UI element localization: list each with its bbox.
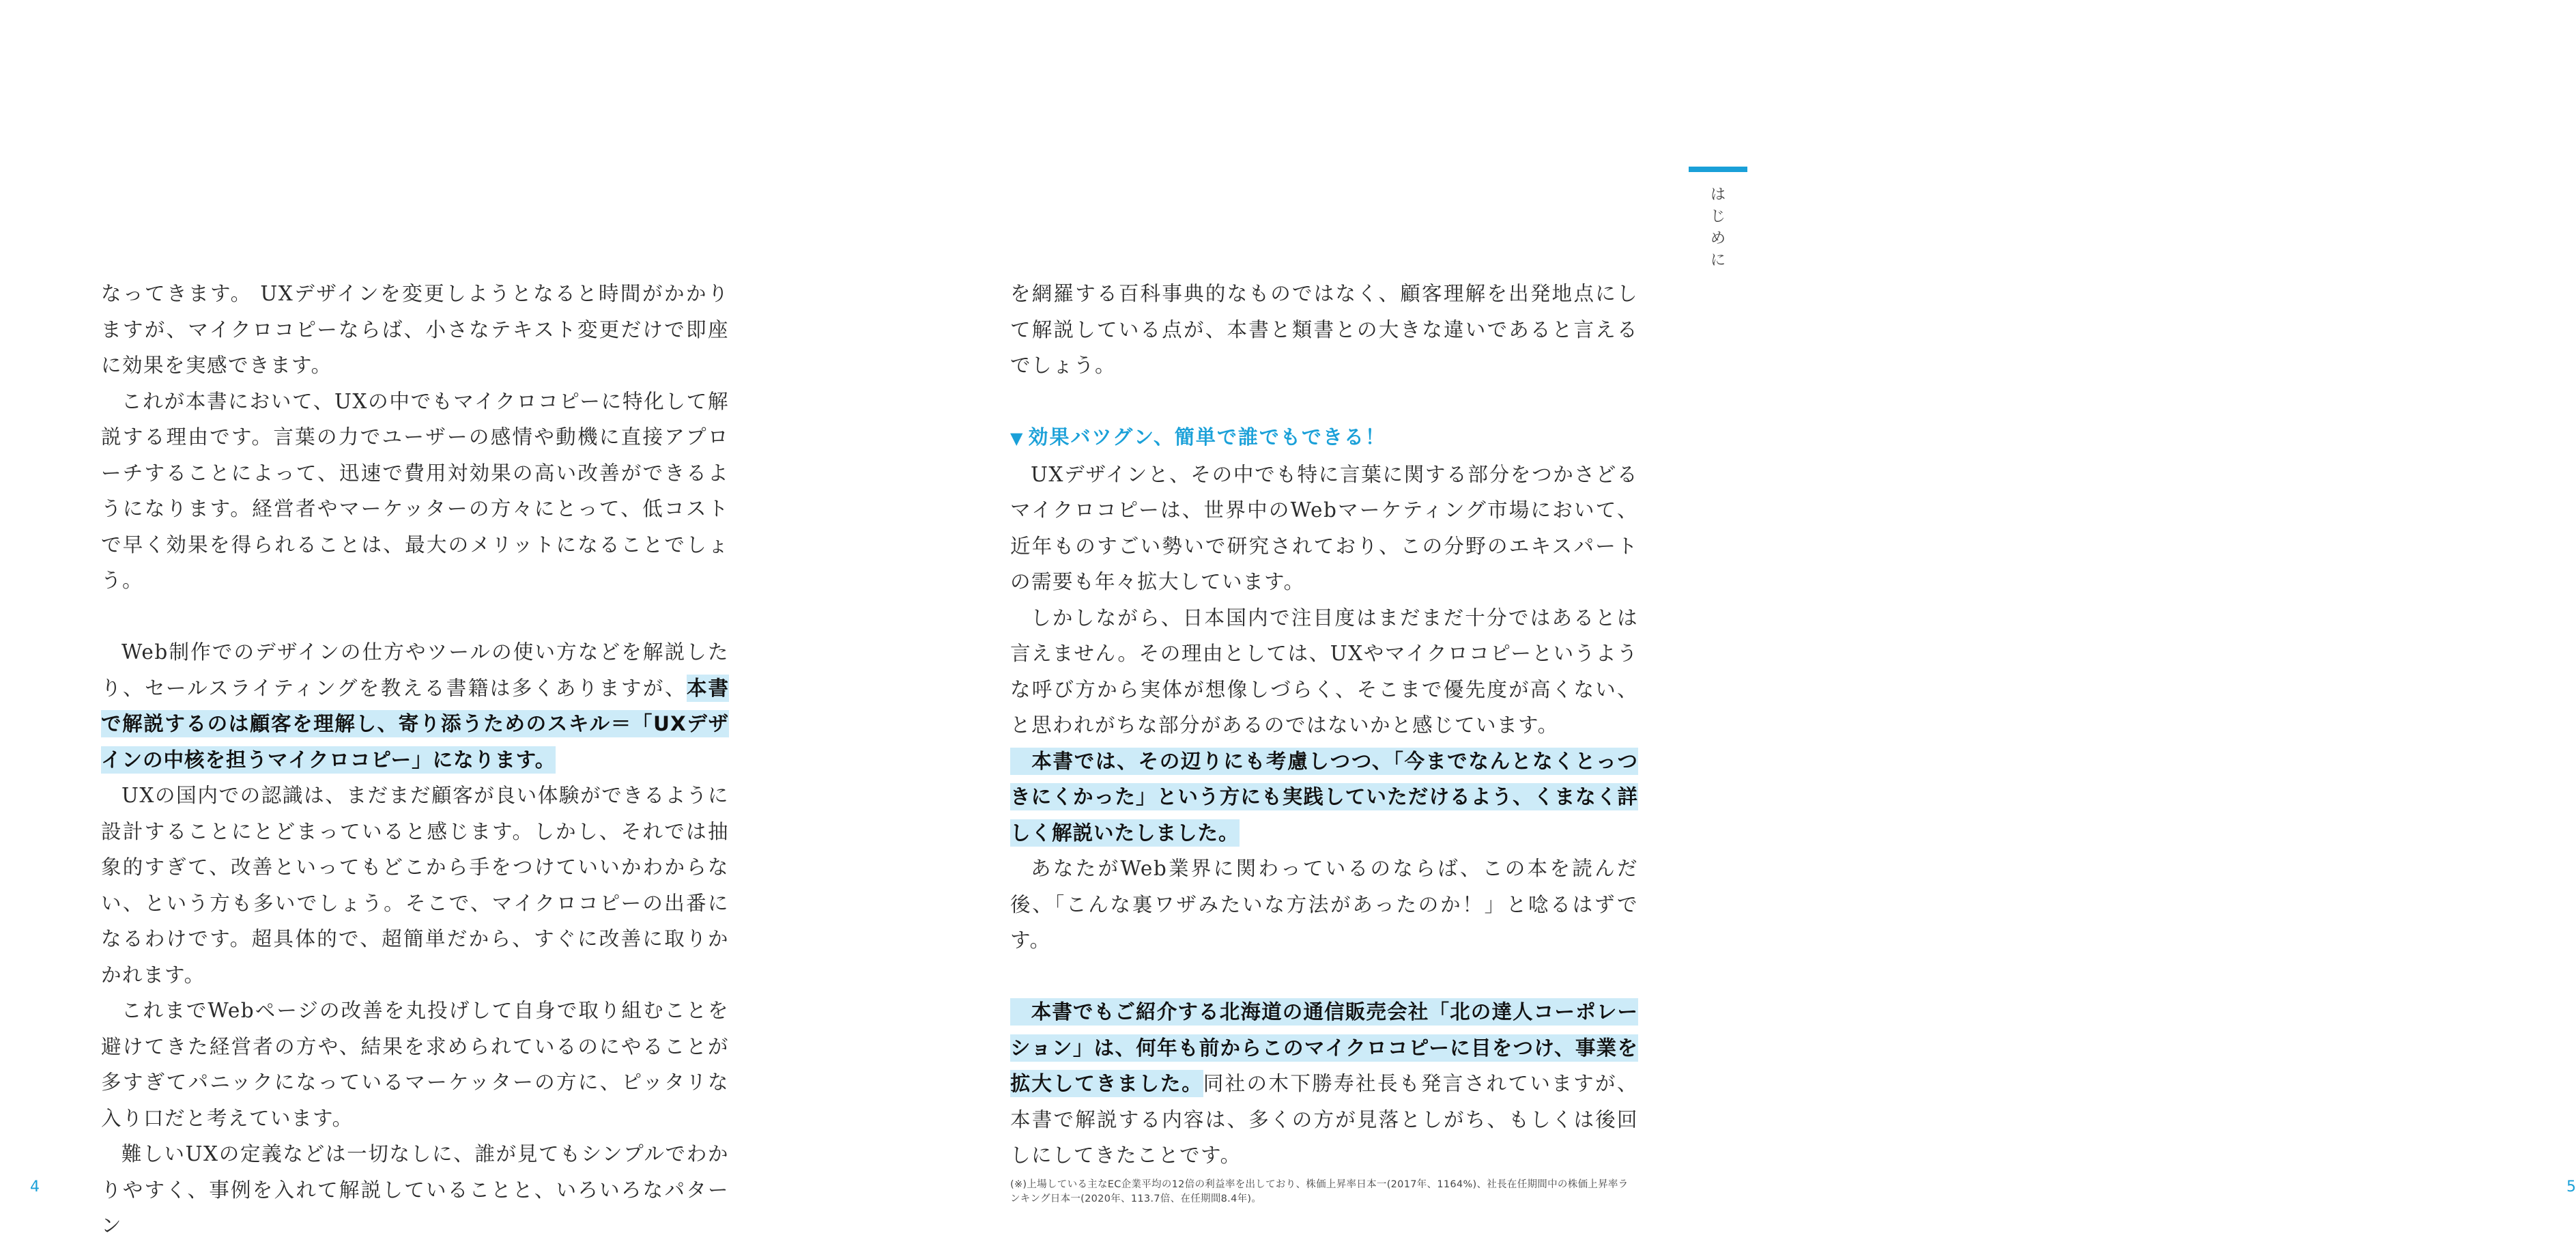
page-number-left: 4 (30, 1178, 40, 1196)
highlighted-text: 本書でもご紹介する北海道の通信販売会社「北の達人コーポレーション」は、何年も前からこのマイクロコピーに目をつけ、事業を拡大してきました。 (1010, 998, 1638, 1097)
footnote: (※)上場している主なEC企業平均の12倍の利益率を出しており、株価上昇率日本一(2017年、1164%)、社長在任期間中の株価上昇率ランキング日本一(2020年、113.7倍、在任期間8.4年)。 (1010, 1178, 1629, 1204)
right-paragraphs-top (1010, 276, 1638, 384)
body-paragraph (1010, 457, 1638, 600)
paragraph-text: あなたがWeb業界に関わっているのならば、この本を読んだ後、「こんな裏ワザみたいな方法があったのか！」と唸るはずです。 (1010, 857, 1638, 952)
body-paragraph (101, 1136, 729, 1244)
body-paragraph (1010, 851, 1638, 959)
left-paragraphs (101, 276, 729, 1244)
body-paragraph (101, 778, 729, 993)
paragraph-text: なってきます。 UXデザインを変更しようとなると時間がかかりますが、マイクロコピーならば、小さなテキスト変更だけで即座に効果を実感できます。 (101, 282, 729, 377)
body-paragraph (1010, 744, 1638, 851)
paragraph-text: 同社の木下勝寿社長も発言されていますが、本書で解説する内容は、多くの方が見落としがち、もしくは後回しにしてきたことです。 (1010, 1072, 1638, 1167)
section-heading (1010, 419, 1638, 457)
right-paragraphs-bottom (1010, 457, 1638, 1174)
chapter-tab-bar (1689, 167, 1747, 172)
paragraph-text: これまでWebページの改善を丸投げして自身で取り組むことを避けてきた経営者の方や、結果を求められているのにやることが多すぎてパニックになっているマーケッターの方に、ピッタリな入り口だと考えています。 (101, 999, 729, 1130)
chapter-tab-char: じ (1710, 208, 1726, 225)
left-page (0, 0, 874, 1237)
body-paragraph (101, 276, 729, 384)
right-page (874, 0, 2576, 1234)
right-page-body (1010, 276, 1638, 1206)
body-paragraph (1010, 600, 1638, 744)
paragraph-text: UXの国内での認識は、まだまだ顧客が良い体験ができるように設計することにとどまっていると感じます。しかし、それでは抽象的すぎて、改善といってもどこから手をつけていいかわからない、という方も多いでしょう。そこで、マイクロコピーの出番になるわけです。超具体的で、超簡単だから、すぐに改善に取りかかれます。 (101, 784, 729, 987)
section-heading-text: 効果バツグン、簡単で誰でもできる！ (1028, 425, 1386, 449)
paragraph-text: 難しいUXの定義などは一切なしに、誰が見てもシンプルでわかりやすく、事例を入れて解説していることと、いろいろなパターン (101, 1142, 729, 1237)
highlighted-text: 本書では、その辺りにも考慮しつつ、「今までなんとなくとっつきにくかった」という方にも実践していただけるよう、くまなく詳しく解説いたしました。 (1010, 748, 1638, 847)
body-paragraph (1010, 276, 1638, 384)
paragraph-text: UXデザインと、その中でも特に言葉に関する部分をつかさどるマイクロコピーは、世界中のWebマーケティング市場において、近年ものすごい勢いで研究されており、この分野のエキスパートの需要も年々拡大しています。 (1010, 462, 1638, 593)
triangle-down-icon: ▼ (1010, 429, 1025, 448)
body-paragraph (101, 993, 729, 1136)
chapter-tab-label (1706, 184, 1730, 272)
left-page-body (101, 276, 729, 1244)
body-paragraph (101, 384, 729, 599)
highlighted-text: 本書で解説するのは顧客を理解し、寄り添うためのスキル＝「UXデザインの中核を担うマイクロコピー」になります。 (101, 675, 729, 774)
paragraph-gap (101, 599, 729, 635)
chapter-tab-char: に (1710, 252, 1726, 269)
paragraph-gap (1010, 959, 1638, 995)
paragraph-text: これが本書において、UXの中でもマイクロコピーに特化して解説する理由です。言葉の力でユーザーの感情や動機に直接アプローチすることによって、迅速で費用対効果の高い改善ができるようになります。経営者やマーケッターの方々にとって、低コストで早く効果を得られることは、最大のメリットになることでしょう。 (101, 389, 729, 592)
body-paragraph (101, 634, 729, 778)
paragraph-text: を網羅する百科事典的なものではなく、顧客理解を出発地点にして解説している点が、本書と類書との大きな違いであると言えるでしょう。 (1010, 282, 1638, 377)
paragraph-text: しかしながら、日本国内で注目度はまだまだ十分ではあるとは言えません。その理由としては、UXやマイクロコピーというような呼び方から実体が想像しづらく、そこまで優先度が高くない、と思われがちな部分があるのではないかと感じています。 (1010, 606, 1638, 737)
chapter-tab-char: め (1710, 230, 1726, 247)
chapter-tab-char: は (1710, 186, 1726, 203)
paragraph-text: Web制作でのデザインの仕方やツールの使い方などを解説したり、セールスライティングを教える書籍は多くありますが、 (101, 640, 729, 700)
page-number-right: 5 (2566, 1178, 2576, 1196)
section-gap (1010, 384, 1638, 420)
body-paragraph (1010, 994, 1638, 1174)
